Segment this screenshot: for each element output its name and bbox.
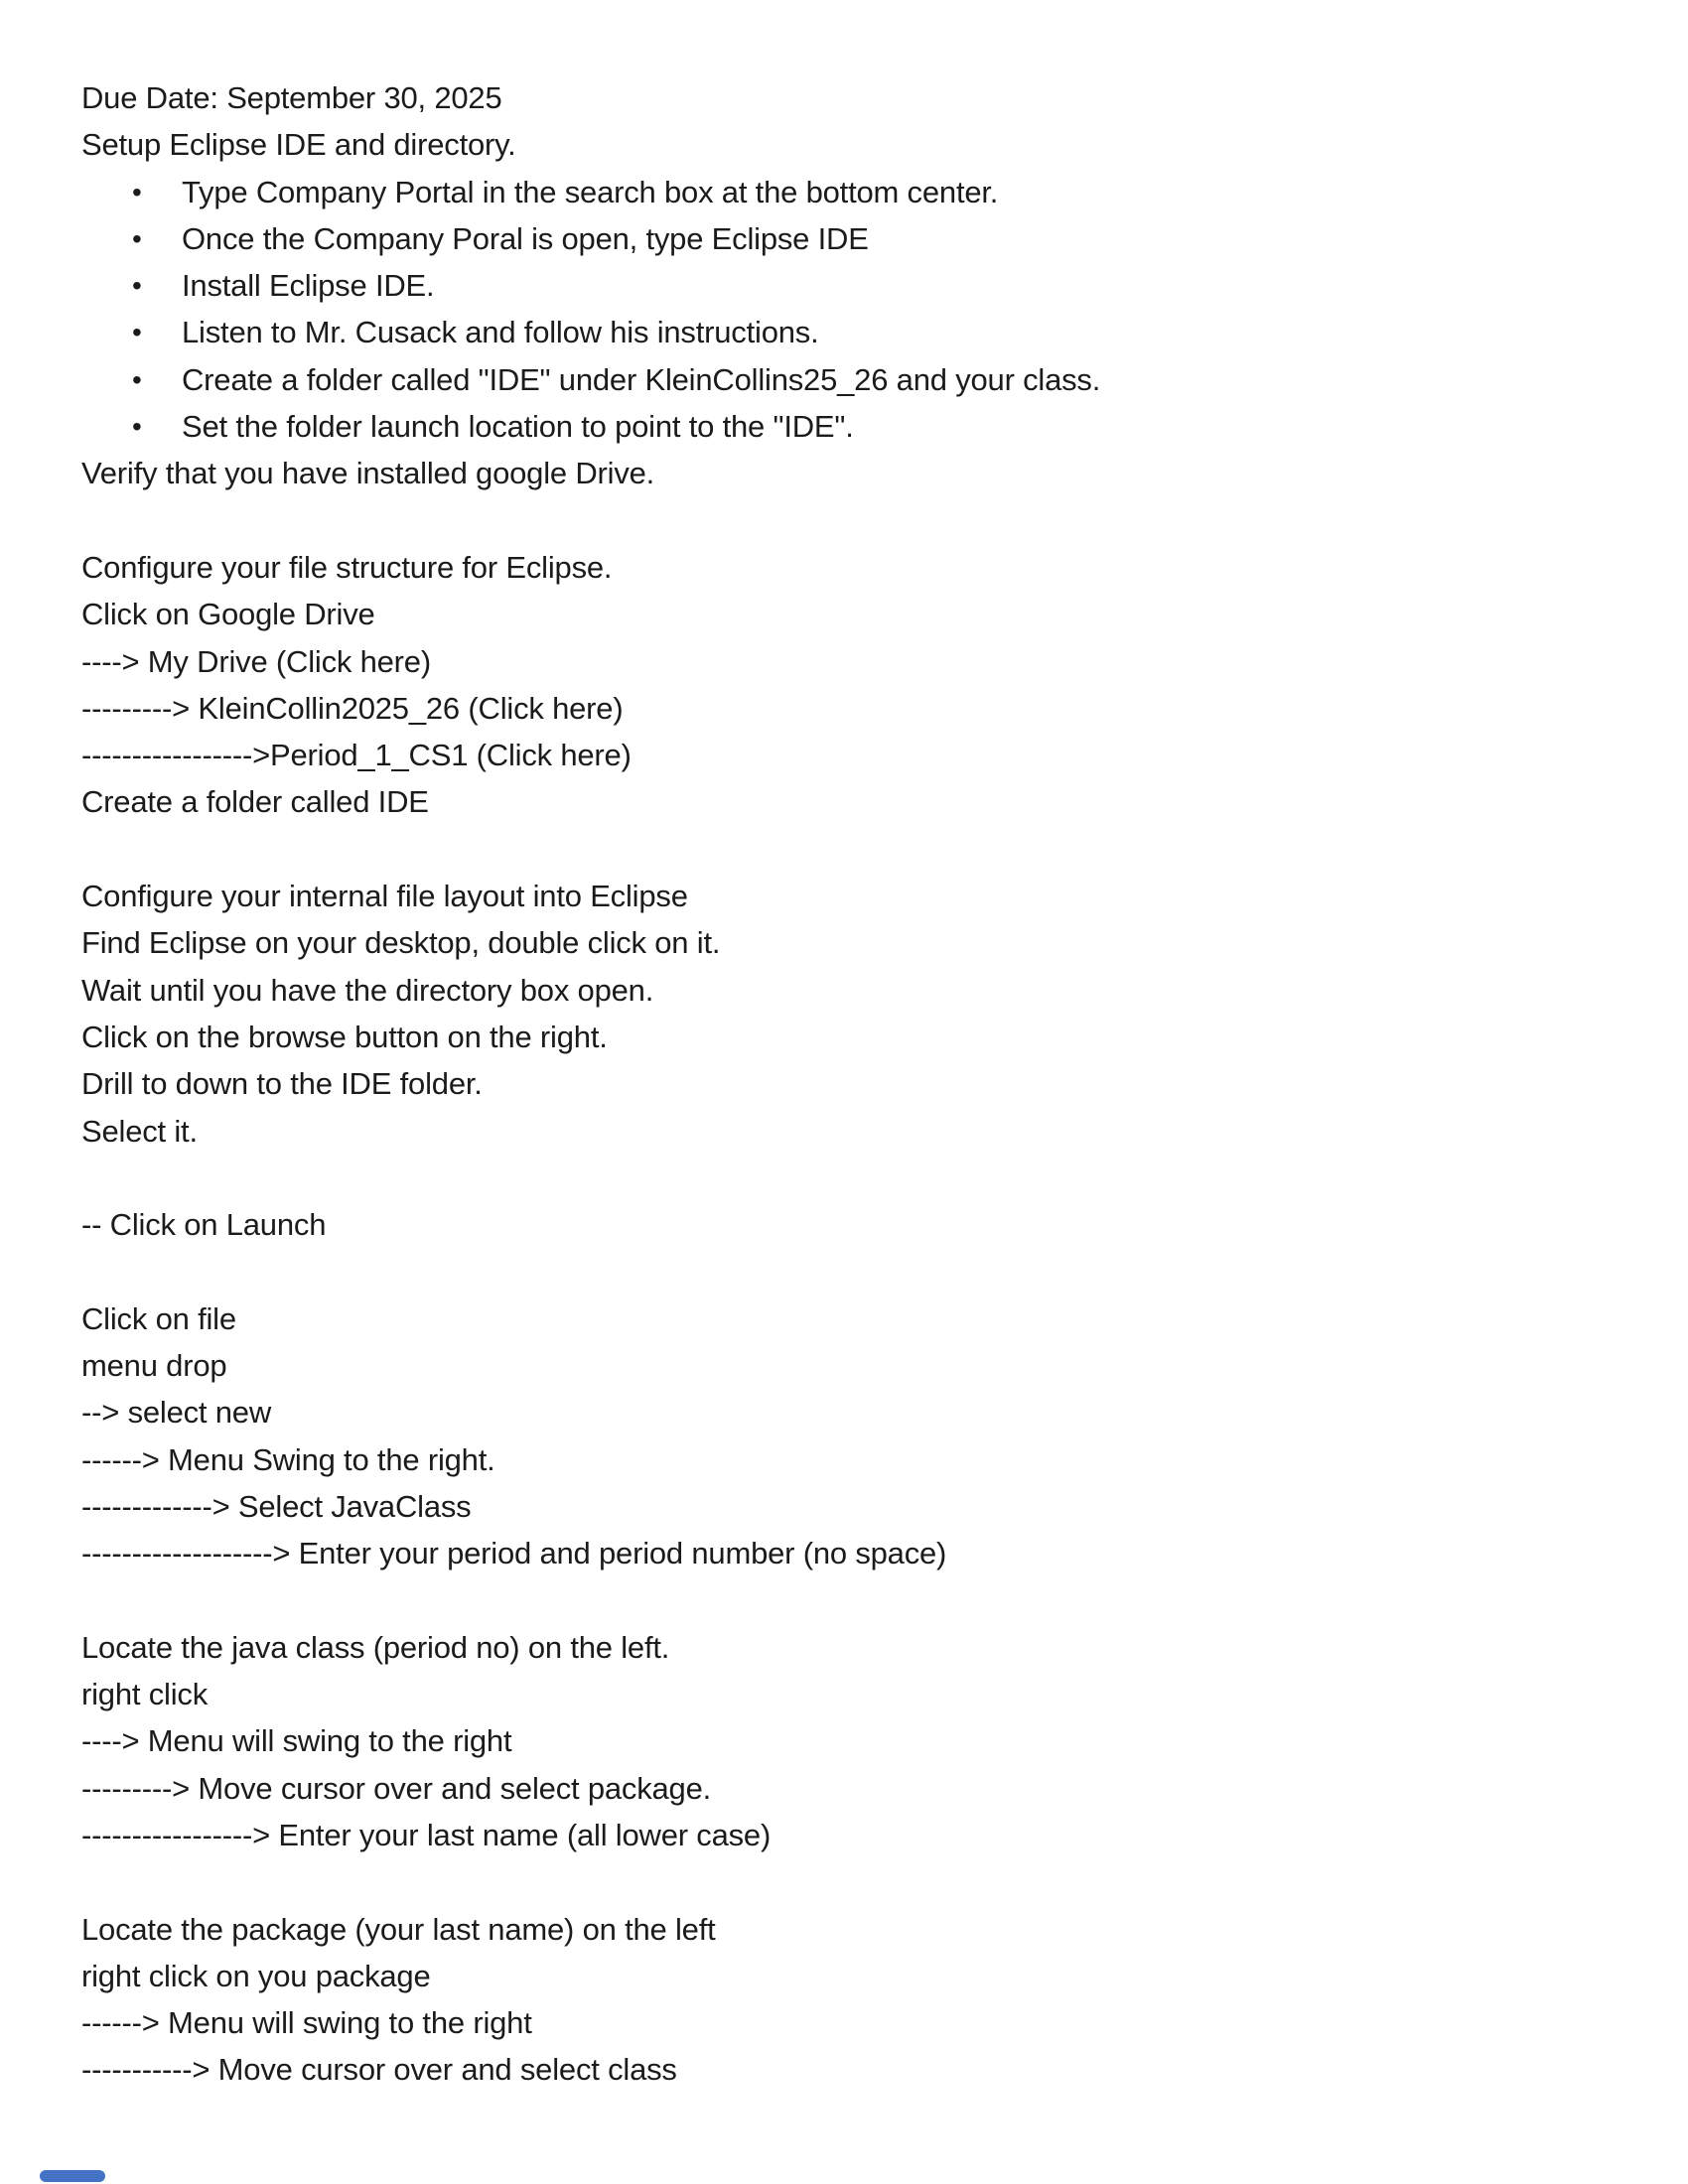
bullet-dot: • bbox=[132, 176, 142, 207]
blank-line bbox=[0, 497, 1688, 544]
bottom-left-blue-indicator bbox=[40, 2170, 105, 2182]
bullet-text: Once the Company Poral is open, type Eclipse IDE bbox=[182, 220, 869, 256]
bullet-dot: • bbox=[132, 411, 142, 443]
text-line: Due Date: September 30, 2025 bbox=[81, 80, 502, 115]
bullet-dot: • bbox=[132, 270, 142, 302]
text-line: right click on you package bbox=[81, 1958, 431, 1993]
blank-line bbox=[0, 826, 1688, 873]
text-line: Create a folder called IDE bbox=[81, 784, 429, 820]
text-line: ------> Menu Swing to the right. bbox=[81, 1441, 495, 1477]
text-line: --> select new bbox=[81, 1395, 272, 1431]
bullet-text: Type Company Portal in the search box at the bottom center. bbox=[182, 174, 999, 209]
bullet-item bbox=[0, 215, 1688, 262]
text-line: Setup Eclipse IDE and directory. bbox=[81, 127, 516, 163]
bullet-text: Listen to Mr. Cusack and follow his instructions. bbox=[182, 315, 819, 350]
text-line: -----------------> Enter your last name (all lower case) bbox=[81, 1817, 772, 1852]
blank-line bbox=[0, 1248, 1688, 1295]
text-line: Click on file bbox=[81, 1300, 236, 1336]
text-line: -------------> Select JavaClass bbox=[81, 1488, 472, 1524]
text-line: Verify that you have installed google Drive. bbox=[81, 456, 655, 491]
bullet-dot: • bbox=[132, 363, 142, 395]
text-line: menu drop bbox=[81, 1348, 227, 1384]
text-line: Click on the browse button on the right. bbox=[81, 1019, 608, 1054]
text-line: ---------> KleinCollin2025_26 (Click here) bbox=[81, 690, 624, 726]
bullet-dot: • bbox=[132, 222, 142, 254]
bullet-dot: • bbox=[132, 317, 142, 348]
blank-line bbox=[0, 1858, 1688, 1905]
text-line: Locate the java class (period no) on the left. bbox=[81, 1629, 670, 1665]
text-line: Wait until you have the directory box open. bbox=[81, 972, 654, 1008]
bullet-item bbox=[0, 403, 1688, 450]
text-line: -----------> Move cursor over and select class bbox=[81, 2052, 677, 2088]
bullet-item bbox=[0, 356, 1688, 403]
text-line: Configure your file structure for Eclipse. bbox=[81, 549, 613, 585]
bullet-item bbox=[0, 309, 1688, 355]
text-line: Configure your internal file layout into Eclipse bbox=[81, 879, 688, 914]
text-line: right click bbox=[81, 1677, 208, 1712]
text-line: Locate the package (your last name) on the left bbox=[81, 1911, 716, 1947]
blank-line bbox=[0, 1577, 1688, 1624]
text-line: ----------------->Period_1_CS1 (Click here) bbox=[81, 738, 632, 773]
text-line: ---------> Move cursor over and select package. bbox=[81, 1770, 712, 1806]
text-line: -------------------> Enter your period and period number (no space) bbox=[81, 1536, 947, 1571]
bullet-text: Set the folder launch location to point to the "IDE". bbox=[182, 409, 854, 445]
text-line: ----> Menu will swing to the right bbox=[81, 1723, 512, 1759]
blank-line bbox=[0, 1155, 1688, 1201]
text-line: ------> Menu will swing to the right bbox=[81, 2005, 532, 2041]
text-line: -- Click on Launch bbox=[81, 1207, 327, 1243]
bullet-item bbox=[0, 169, 1688, 215]
text-line: ----> My Drive (Click here) bbox=[81, 643, 431, 679]
bullet-text: Create a folder called "IDE" under KleinCollins25_26 and your class. bbox=[182, 361, 1101, 397]
bullet-text: Install Eclipse IDE. bbox=[182, 268, 435, 304]
text-line: Drill to down to the IDE folder. bbox=[81, 1066, 483, 1102]
text-line: Click on Google Drive bbox=[81, 597, 375, 632]
text-line: Select it. bbox=[81, 1113, 198, 1149]
bullet-item bbox=[0, 262, 1688, 309]
text-line: Find Eclipse on your desktop, double click on it. bbox=[81, 925, 721, 961]
